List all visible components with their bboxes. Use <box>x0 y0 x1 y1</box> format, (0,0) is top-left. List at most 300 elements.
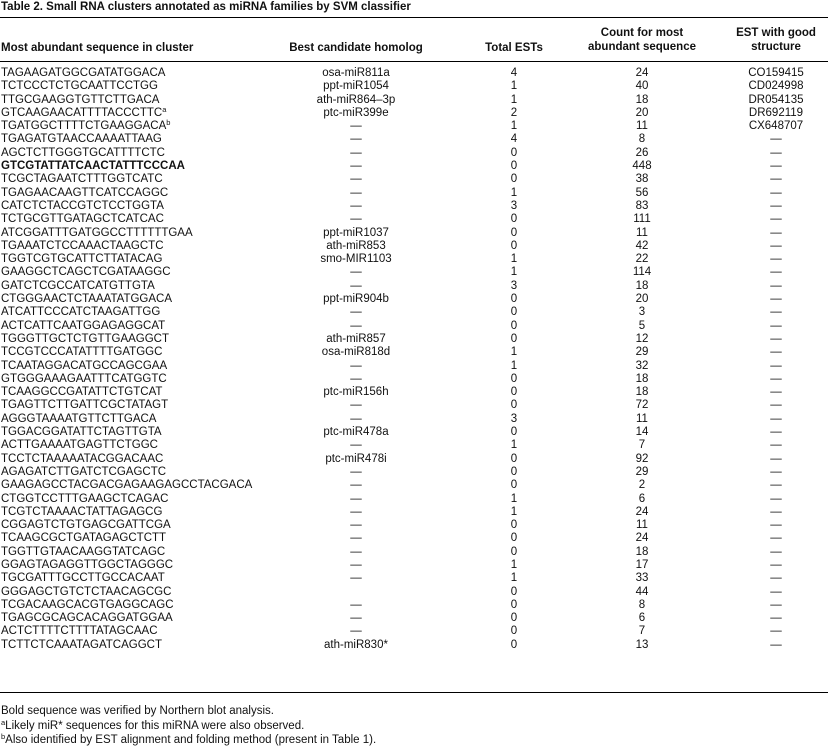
sequence-cell <box>1 67 165 80</box>
sequence-cell <box>1 80 158 93</box>
total-ests-cell: 3 <box>510 412 518 425</box>
homolog-cell: — <box>350 465 362 478</box>
est-structure-cell: — <box>770 173 782 186</box>
est-structure-cell: — <box>770 492 782 505</box>
total-ests-cell: 1 <box>510 266 518 279</box>
sequence-text: TCGCTAGAATCTTTGGTCATC <box>1 173 163 186</box>
sequence-cell <box>1 227 193 240</box>
sequence-text: TGGTCGTGCATTCTTATACAG <box>1 253 163 266</box>
sequence-text: GAAGGCTCAGCTCGATAAGGC <box>1 266 171 279</box>
footnote-marker: a <box>162 104 167 114</box>
est-structure-cell: CX648707 <box>748 120 804 133</box>
est-structure-cell: — <box>770 612 782 625</box>
sequence-text: AGGGTAAAATGTTCTTGACA <box>1 412 157 425</box>
homolog-cell: ppt-miR904b <box>323 293 389 306</box>
column-header-homolog: Best candidate homolog <box>289 42 423 54</box>
column-header-total-ests: Total ESTs <box>485 42 543 54</box>
homolog-cell: — <box>350 399 362 412</box>
sequence-text: TGGTTGTAACAAGGTATCAGC <box>1 545 166 558</box>
est-structure-cell: — <box>770 226 782 239</box>
count-cell: 40 <box>635 80 649 93</box>
sequence-cell <box>1 253 162 266</box>
footnote <box>1 719 376 734</box>
est-structure-cell: — <box>770 519 782 532</box>
sequence-cell <box>1 147 165 160</box>
sequence-text: TCTTCTCAAATAGATCAGGCT <box>1 638 162 651</box>
sequence-cell <box>1 160 185 173</box>
homolog-cell: ath-miR830* <box>324 638 388 651</box>
sequence-cell <box>1 586 171 599</box>
sequence-cell <box>1 187 168 200</box>
total-ests-cell: 0 <box>510 146 518 159</box>
table-row <box>0 612 828 625</box>
table-row <box>0 572 828 585</box>
count-cell: 448 <box>632 160 652 173</box>
table-row <box>0 80 828 93</box>
table-row <box>0 213 828 226</box>
sequence-text: TCTGCGTTGATAGCTCATCAC <box>1 213 164 226</box>
sequence-text: ACTCATTCAATGGAGAGGCAT <box>1 319 166 332</box>
sequence-text: GTCGTATTATCAACTATTTCCCAA <box>1 160 185 173</box>
total-ests-cell: 4 <box>510 133 518 146</box>
est-structure-cell: — <box>770 279 782 292</box>
homolog-cell: — <box>350 319 362 332</box>
total-ests-cell: 0 <box>510 426 518 439</box>
homolog-cell: — <box>350 479 362 492</box>
count-cell: 7 <box>638 625 646 638</box>
table-header <box>0 18 828 62</box>
est-structure-cell: — <box>770 133 782 146</box>
sequence-text: CTGGGAACTCTAAATATGGACA <box>1 293 173 306</box>
sequence-text: TGCGATTTGCCTTGCCACAAT <box>1 572 165 585</box>
table-row <box>0 426 828 439</box>
sequence-text: AGAGATCTTGATCTCGAGCTC <box>1 465 167 478</box>
table-row <box>0 160 828 173</box>
homolog-cell: smo-MIR1103 <box>320 253 392 266</box>
column-header-est-structure: EST with good structure <box>736 27 816 53</box>
total-ests-cell: 0 <box>510 173 518 186</box>
sequence-cell <box>1 104 167 120</box>
sequence-text: GTGGGAAAGAATTTCATGGTC <box>1 372 167 385</box>
homolog-cell: — <box>350 412 362 425</box>
count-cell: 8 <box>638 598 646 611</box>
table-caption: Table 2. Small RNA clusters annotated as miRNA families by SVM classifier <box>1 1 411 13</box>
count-cell: 32 <box>635 359 649 372</box>
sequence-text: TGAGCGCAGCACAGGATGGAA <box>1 612 173 625</box>
column-header-count: Count for most abundant sequence <box>588 27 696 53</box>
sequence-cell <box>1 320 165 333</box>
est-structure-cell: — <box>770 558 782 571</box>
total-ests-cell: 2 <box>510 106 518 119</box>
homolog-cell: — <box>350 359 362 372</box>
sequence-cell <box>1 506 162 519</box>
homolog-cell: — <box>350 612 362 625</box>
sequence-text: CATCTCTACCGTCTCCTGGTA <box>1 199 164 212</box>
table-row <box>0 639 828 652</box>
est-structure-cell: — <box>770 199 782 212</box>
count-cell: 72 <box>635 399 649 412</box>
est-structure-cell: — <box>770 572 782 585</box>
sequence-cell <box>1 240 164 253</box>
total-ests-cell: 1 <box>510 346 518 359</box>
sequence-text: TGGGTTGCTCTGTTGAAGGCT <box>1 332 170 345</box>
count-cell: 29 <box>635 346 649 359</box>
homolog-cell: — <box>350 625 362 638</box>
total-ests-cell: 0 <box>510 452 518 465</box>
table-row <box>0 173 828 186</box>
sequence-text: TCGTCTAAAACTATTAGAGCG <box>1 505 163 518</box>
total-ests-cell: 0 <box>510 293 518 306</box>
sequence-text: TGGACGGATATTCTAGTTGTA <box>1 426 162 439</box>
count-cell: 11 <box>636 120 648 133</box>
est-structure-cell: — <box>770 585 782 598</box>
homolog-cell: ppt-miR1037 <box>323 226 389 239</box>
sequence-text: GGGAGCTGTCTCTAACAGCGC <box>1 585 172 598</box>
footnote-marker: a <box>1 717 6 727</box>
homolog-cell: — <box>350 532 362 545</box>
table-row <box>0 227 828 240</box>
table-footnotes <box>1 704 376 748</box>
est-structure-cell: — <box>770 598 782 611</box>
footnote-text: Also identified by EST alignment and folding method (present in Table 1). <box>5 734 377 746</box>
count-cell: 5 <box>638 319 646 332</box>
sequence-text: TGATGGCTTTTCTGAAGGACA <box>1 120 167 133</box>
count-cell: 44 <box>635 585 649 598</box>
table-row <box>0 133 828 146</box>
count-cell: 38 <box>635 173 649 186</box>
table-row <box>0 519 828 532</box>
homolog-cell: — <box>350 120 362 133</box>
homolog-cell: — <box>350 133 362 146</box>
table-row <box>0 333 828 346</box>
table-row <box>0 532 828 545</box>
est-structure-cell: — <box>770 545 782 558</box>
homolog-cell: — <box>350 439 362 452</box>
count-cell: 42 <box>635 239 649 252</box>
table-row <box>0 266 828 279</box>
sequence-text: TCTCCCTCTGCAATTCCTGG <box>1 80 158 93</box>
footnote-text: Bold sequence was verified by Northern blot analysis. <box>1 705 274 717</box>
footnote <box>1 733 376 748</box>
footnote-marker: b <box>1 732 6 741</box>
table-row <box>0 104 828 120</box>
sequence-cell <box>1 439 158 452</box>
total-ests-cell: 1 <box>510 80 518 93</box>
table-row <box>0 399 828 412</box>
est-structure-cell: — <box>770 399 782 412</box>
est-structure-cell: — <box>770 505 782 518</box>
table-row <box>0 453 828 466</box>
table-row <box>0 200 828 213</box>
est-structure-cell: — <box>770 319 782 332</box>
count-cell: 18 <box>635 386 649 399</box>
homolog-cell: — <box>350 213 362 226</box>
count-cell: 24 <box>635 505 649 518</box>
table-row <box>0 413 828 426</box>
sequence-cell <box>1 173 163 186</box>
est-structure-cell: — <box>770 346 782 359</box>
homolog-cell: — <box>350 505 362 518</box>
est-structure-cell: — <box>770 160 782 173</box>
homolog-cell: — <box>350 160 362 173</box>
sequence-cell <box>1 639 162 652</box>
total-ests-cell: 3 <box>510 199 518 212</box>
homolog-cell: ptc-miR156h <box>323 386 389 399</box>
sequence-cell <box>1 399 168 412</box>
count-cell: 20 <box>635 293 649 306</box>
total-ests-cell: 0 <box>510 545 518 558</box>
sequence-text: TCCTCTAAAAATACGGACAAC <box>1 452 164 465</box>
table-row <box>0 147 828 160</box>
total-ests-cell: 1 <box>510 492 518 505</box>
homolog-cell: ath-miR857 <box>326 332 386 345</box>
sequence-text: AGCTCTTGGGTGCATTTTCTC <box>1 146 165 159</box>
count-cell: 17 <box>635 558 649 571</box>
sequence-text: TCCGTCCCATATTTTGATGGC <box>1 346 163 359</box>
est-structure-cell: CD024998 <box>748 80 804 93</box>
table-row <box>0 293 828 306</box>
sequence-text: TCAAGGCCGATATTCTGTCAT <box>1 386 163 399</box>
count-cell: 12 <box>635 332 649 345</box>
table-row <box>0 320 828 333</box>
total-ests-cell: 0 <box>510 625 518 638</box>
sequence-text: CTGGTCCTTTGAAGCTCAGAC <box>1 492 169 505</box>
count-cell: 11 <box>636 226 648 239</box>
total-ests-cell: 0 <box>510 585 518 598</box>
count-cell: 11 <box>636 412 648 425</box>
sequence-cell <box>1 333 169 346</box>
count-cell: 6 <box>638 492 646 505</box>
sequence-cell <box>1 346 162 359</box>
est-structure-cell: — <box>770 213 782 226</box>
total-ests-cell: 0 <box>510 598 518 611</box>
count-cell: 92 <box>635 452 649 465</box>
sequence-cell <box>1 213 164 226</box>
total-ests-cell: 1 <box>510 505 518 518</box>
sequence-text: TGAGATGTAACCAAAATTAAG <box>1 133 162 146</box>
table-row <box>0 506 828 519</box>
est-structure-cell: — <box>770 306 782 319</box>
count-cell: 18 <box>635 279 649 292</box>
homolog-cell: — <box>350 199 362 212</box>
total-ests-cell: 1 <box>510 253 518 266</box>
sequence-cell <box>1 306 160 319</box>
sequence-text: ACTCTTTTCTTTTATAGCAAC <box>1 625 158 638</box>
est-structure-cell: — <box>770 359 782 372</box>
homolog-cell: — <box>350 598 362 611</box>
table-row <box>0 466 828 479</box>
table-row <box>0 479 828 492</box>
total-ests-cell: 1 <box>510 120 518 133</box>
count-cell: 18 <box>635 93 649 106</box>
sequence-cell <box>1 200 164 213</box>
table-row <box>0 67 828 80</box>
sequence-text: ACTTGAAAATGAGTTCTGGC <box>1 439 158 452</box>
est-structure-cell: — <box>770 625 782 638</box>
sequence-cell <box>1 120 170 133</box>
count-cell: 22 <box>635 253 649 266</box>
sequence-text: TGAAATCTCCAAACTAAGCTC <box>1 239 164 252</box>
est-structure-cell: DR054135 <box>748 93 804 106</box>
total-ests-cell: 0 <box>510 386 518 399</box>
sequence-text: TGAGAACAAGTTCATCCAGGC <box>1 186 169 199</box>
total-ests-cell: 0 <box>510 332 518 345</box>
homolog-cell: — <box>350 186 362 199</box>
homolog-cell: — <box>350 372 362 385</box>
homolog-cell: — <box>350 572 362 585</box>
table-row <box>0 373 828 386</box>
table-row <box>0 346 828 359</box>
sequence-cell <box>1 94 159 107</box>
sequence-cell <box>1 280 155 293</box>
count-cell: 26 <box>635 146 649 159</box>
sequence-cell <box>1 426 162 439</box>
total-ests-cell: 0 <box>510 319 518 332</box>
sequence-cell <box>1 599 174 612</box>
table-row <box>0 187 828 200</box>
homolog-cell: — <box>350 519 362 532</box>
table-row <box>0 599 828 612</box>
est-structure-cell: — <box>770 372 782 385</box>
total-ests-cell: 0 <box>510 306 518 319</box>
est-structure-cell: — <box>770 465 782 478</box>
total-ests-cell: 0 <box>510 638 518 651</box>
homolog-cell: — <box>350 279 362 292</box>
sequence-text: GGAGTAGAGGTTGGCTAGGGC <box>1 558 174 571</box>
homolog-cell: ptc-miR399e <box>323 106 389 119</box>
total-ests-cell: 1 <box>510 186 518 199</box>
count-cell: 3 <box>638 306 646 319</box>
sequence-text: ATCGGATTTGATGGCCTTTTTTGAA <box>1 226 193 239</box>
homolog-cell: — <box>350 545 362 558</box>
total-ests-cell: 0 <box>510 226 518 239</box>
sequence-cell <box>1 360 167 373</box>
sequence-cell <box>1 133 162 146</box>
est-structure-cell: — <box>770 452 782 465</box>
count-cell: 18 <box>635 545 649 558</box>
est-structure-cell: — <box>770 146 782 159</box>
homolog-cell: ath-miR864–3p <box>316 93 396 106</box>
table-row <box>0 439 828 452</box>
table-bottom-rule <box>0 692 828 693</box>
count-cell: 13 <box>635 638 649 651</box>
table-row <box>0 360 828 373</box>
est-structure-cell: — <box>770 386 782 399</box>
table-row <box>0 240 828 253</box>
total-ests-cell: 0 <box>510 612 518 625</box>
total-ests-cell: 0 <box>510 519 518 532</box>
sequence-text: ATCATTCCCATCTAAGATTGG <box>1 306 161 319</box>
homolog-cell: osa-miR818d <box>321 346 391 359</box>
table-row <box>0 625 828 638</box>
sequence-cell <box>1 572 165 585</box>
homolog-cell: ath-miR853 <box>326 239 386 252</box>
est-structure-cell: — <box>770 412 782 425</box>
table-body <box>0 67 828 652</box>
homolog-cell: — <box>350 173 362 186</box>
table-row <box>0 306 828 319</box>
total-ests-cell: 0 <box>510 239 518 252</box>
homolog-cell: ptc-miR478a <box>323 426 389 439</box>
total-ests-cell: 0 <box>510 532 518 545</box>
est-structure-cell: — <box>770 332 782 345</box>
table-row <box>0 546 828 559</box>
homolog-cell: — <box>350 266 362 279</box>
total-ests-cell: 0 <box>510 399 518 412</box>
table-caption-bar <box>0 0 828 18</box>
count-cell: 8 <box>638 133 646 146</box>
table-row <box>0 120 828 133</box>
total-ests-cell: 1 <box>510 93 518 106</box>
sequence-text: TCGACAAGCACGTGAGGCAGC <box>1 598 174 611</box>
table-row <box>0 559 828 572</box>
count-cell: 111 <box>633 213 651 226</box>
homolog-cell: ppt-miR1054 <box>323 80 389 93</box>
count-cell: 6 <box>638 612 646 625</box>
sequence-text: GAAGAGCCTACGACGAGAAGAGCCTACGACA <box>1 479 253 492</box>
sequence-cell <box>1 625 158 638</box>
est-structure-cell: — <box>770 186 782 199</box>
table-row <box>0 586 828 599</box>
homolog-cell: ptc-miR478i <box>325 452 387 465</box>
est-structure-cell: — <box>770 426 782 439</box>
count-cell: 18 <box>635 372 649 385</box>
sequence-cell <box>1 373 167 386</box>
sequence-cell <box>1 293 172 306</box>
est-structure-cell: — <box>770 293 782 306</box>
count-cell: 20 <box>635 106 649 119</box>
sequence-text: TGAGTTCTTGATTCGCTATAGT <box>1 399 169 412</box>
sequence-cell <box>1 519 171 532</box>
sequence-cell <box>1 479 252 492</box>
footnote <box>1 704 376 719</box>
total-ests-cell: 1 <box>510 572 518 585</box>
count-cell: 83 <box>635 199 649 212</box>
count-cell: 33 <box>635 572 649 585</box>
sequence-cell <box>1 612 173 625</box>
count-cell: 29 <box>635 465 649 478</box>
homolog-cell: — <box>350 146 362 159</box>
sequence-cell <box>1 546 165 559</box>
footnote-text: Likely miR* sequences for this miRNA were also observed. <box>5 719 305 732</box>
sequence-cell <box>1 453 163 466</box>
count-cell: 2 <box>638 479 646 492</box>
total-ests-cell: 4 <box>510 67 518 79</box>
sequence-text: TAGAAGATGGCGATATGGACA <box>1 67 166 79</box>
sequence-cell <box>1 466 166 479</box>
total-ests-cell: 1 <box>510 359 518 372</box>
total-ests-cell: 0 <box>510 465 518 478</box>
est-structure-cell: — <box>770 532 782 545</box>
table-row <box>0 253 828 266</box>
est-structure-cell: DR692119 <box>748 106 804 119</box>
sequence-text: CGGAGTCTGTGAGCGATTCGA <box>1 519 171 532</box>
est-structure-cell: — <box>770 253 782 266</box>
homolog-cell: — <box>350 558 362 571</box>
sequence-text: GATCTCGCCATCATGTTGTA <box>1 279 155 292</box>
sequence-cell <box>1 559 173 572</box>
est-structure-cell: — <box>770 266 782 279</box>
homolog-cell: — <box>350 306 362 319</box>
sequence-cell <box>1 386 162 399</box>
sequence-cell <box>1 532 166 545</box>
column-header-sequence: Most abundant sequence in cluster <box>1 42 194 54</box>
count-cell: 56 <box>635 186 649 199</box>
est-structure-cell: CO159415 <box>748 67 804 79</box>
table-row <box>0 493 828 506</box>
total-ests-cell: 1 <box>510 558 518 571</box>
footnote-marker: b <box>166 118 171 128</box>
